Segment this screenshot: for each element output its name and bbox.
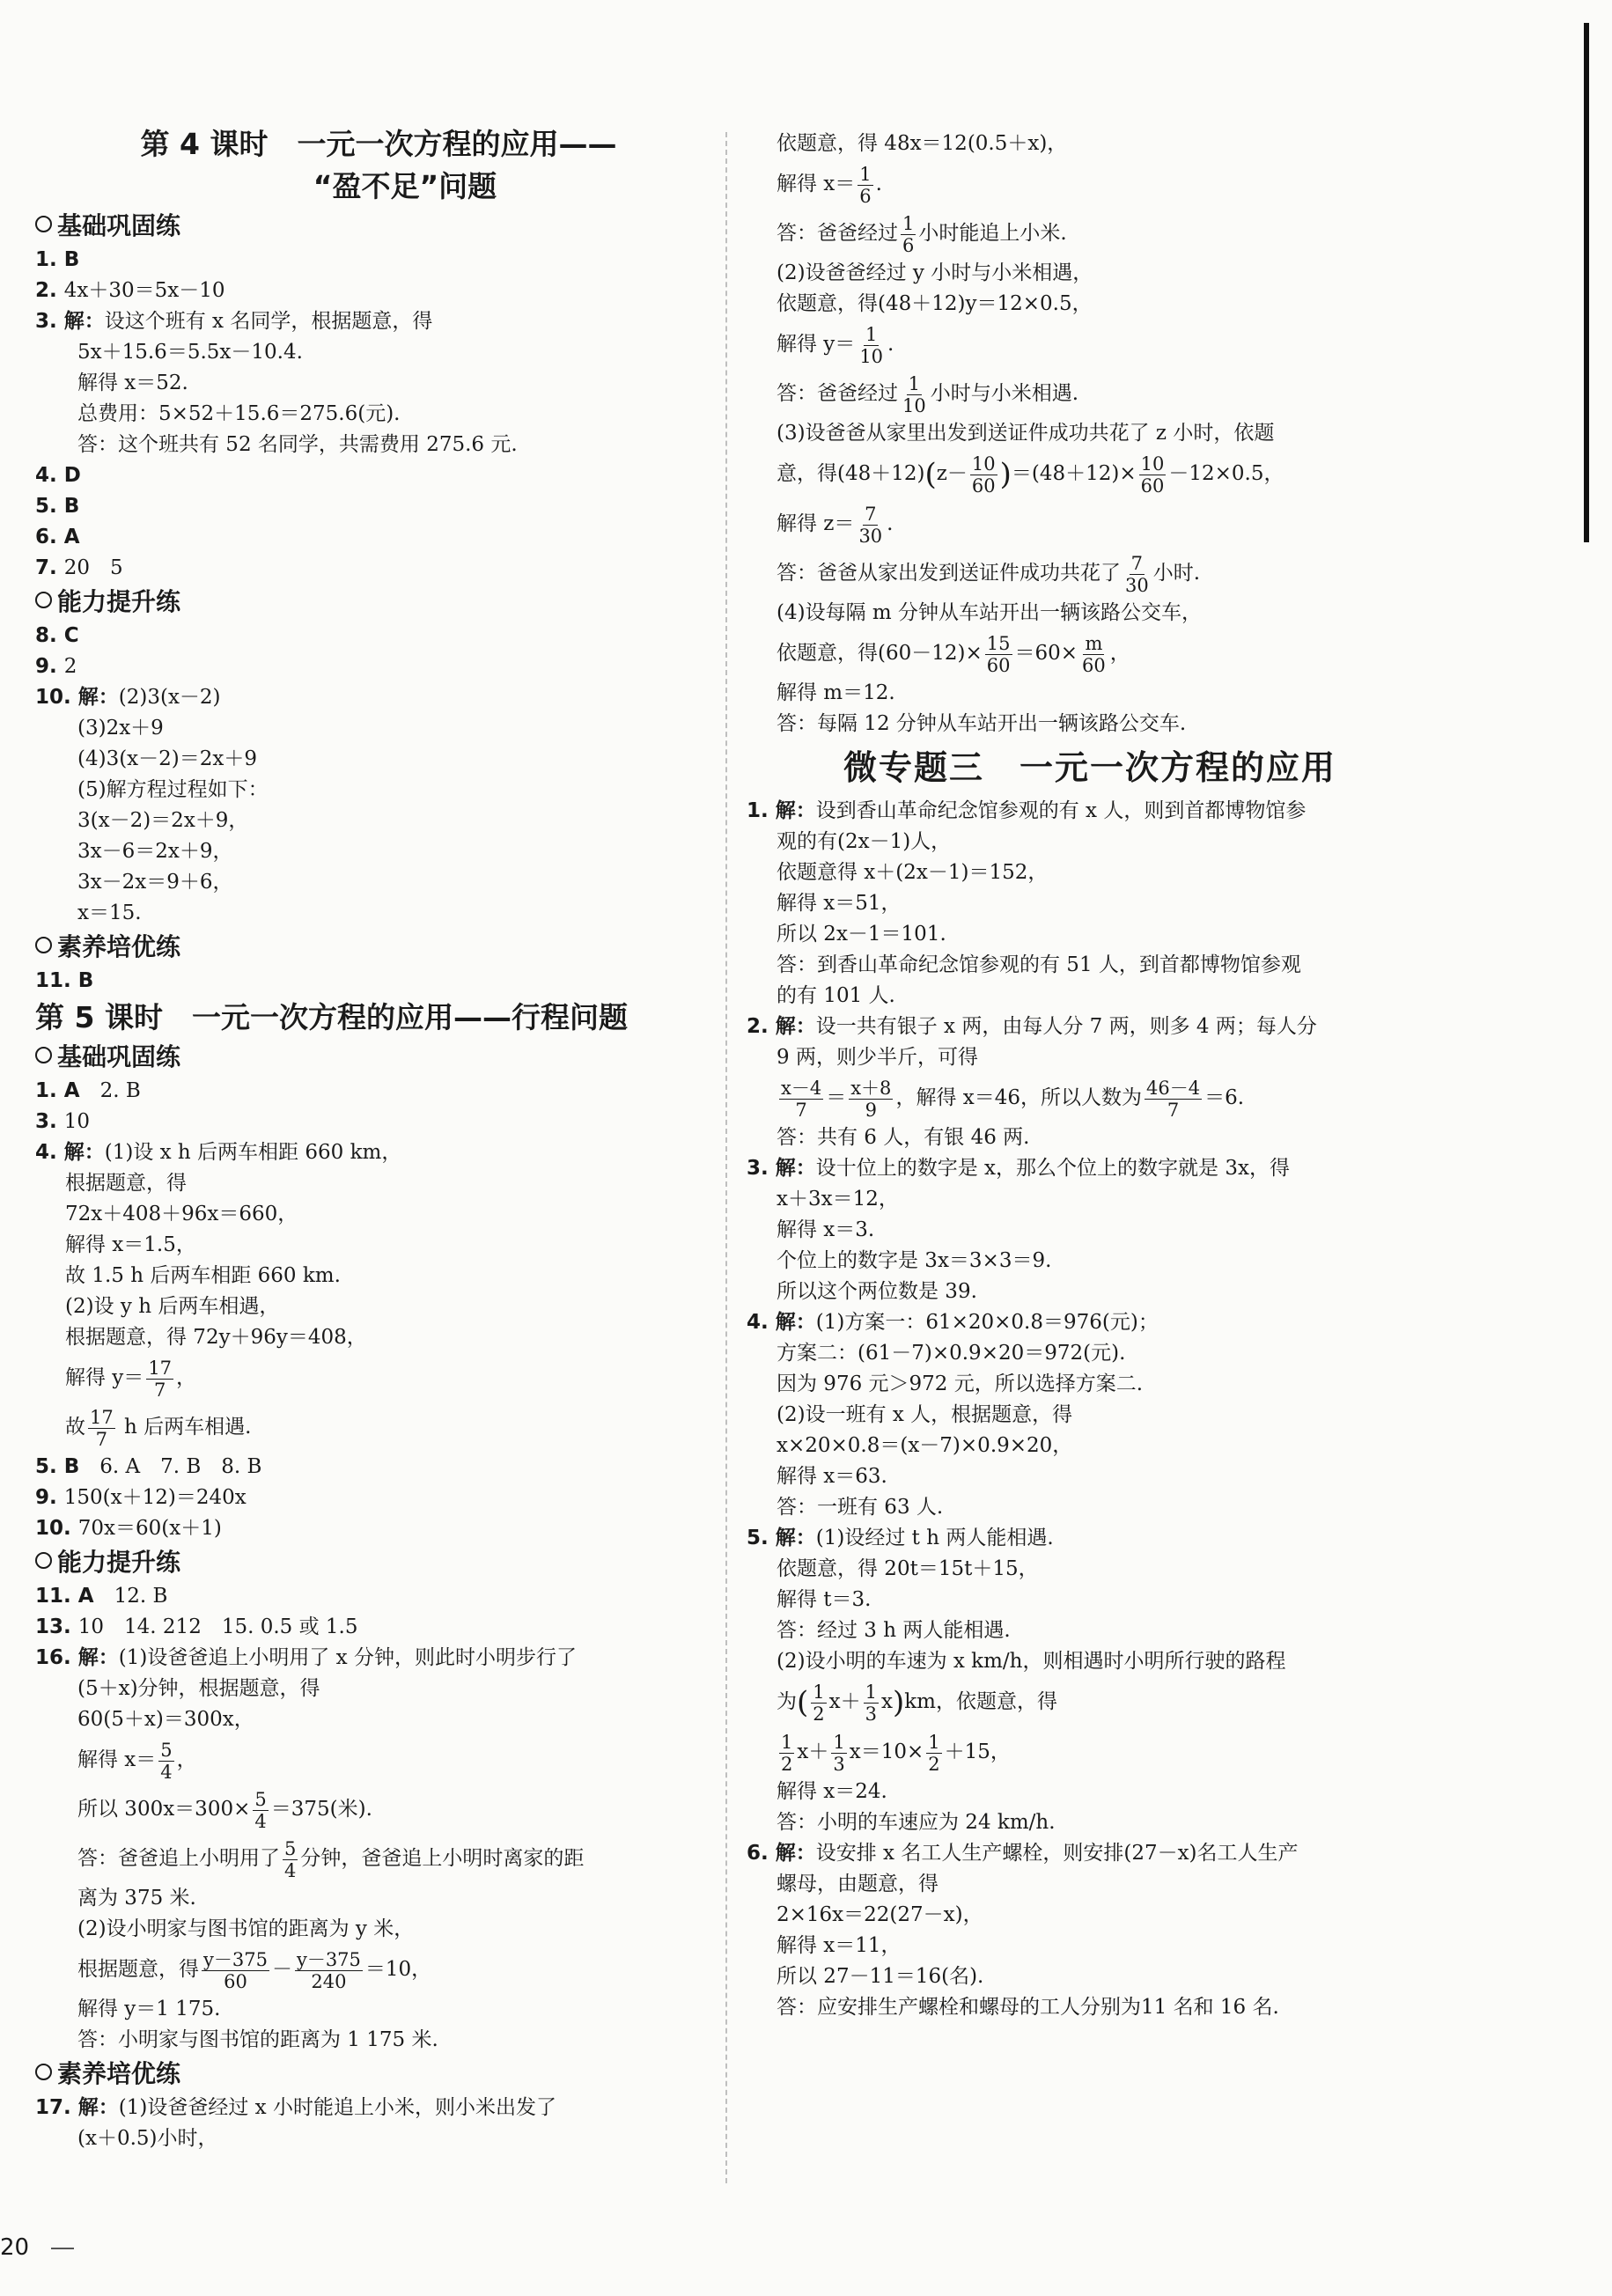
answer-line: 离为 375 米.: [77, 1887, 196, 1910]
page-number: 20: [0, 2234, 30, 2261]
answer-line: 观的有(2x－1)人，: [777, 830, 952, 853]
answer-line: 60(5＋x)＝300x，: [77, 1708, 254, 1731]
lesson5-basic-list: [35, 1076, 722, 1544]
answer-line: 2. 解：设一共有银子 x 两，由每人分 7 两，则多 4 两；每人分: [747, 1015, 1317, 1038]
fraction: $\frac{5}{4}$: [160, 1739, 173, 1783]
section-heading: 基础巩固练: [35, 1039, 722, 1076]
fraction: $\frac{15}{60}$: [986, 632, 1011, 676]
answer-line: 个位上的数字是 3x＝3×3＝9.: [777, 1249, 1052, 1272]
answer-line: 答：小明的车速应为 24 km/h.: [777, 1811, 1056, 1834]
section-heading: 素养培优练: [35, 929, 722, 966]
answer-line: 8. C: [35, 624, 79, 647]
section-heading: 能力提升练: [35, 1544, 722, 1581]
fraction-line: $\frac{x-4}{7}$ ＝ $\frac{x+8}{9}$ ，解得 x＝46，所以人数为 $\frac{46-4}{7}$ ＝6.: [781, 1077, 1245, 1121]
answer-line: x×20×0.8＝(x－7)×0.9×20，: [777, 1434, 1073, 1457]
answer-line: 答：共有 6 人，有银 46 两.: [777, 1126, 1030, 1149]
page-edge-bar: [1584, 23, 1589, 542]
answer-line: 依题意得 x＋(2x－1)＝152，: [777, 861, 1049, 884]
fraction-line: 解得 x＝ $\frac{1}{6}$ .: [777, 163, 882, 207]
fraction: $\frac{10}{60}$: [971, 453, 996, 497]
fraction: $\frac{7}{30}$: [858, 503, 883, 547]
answer-line: 17. 解：(1)设爸爸经过 x 小时能追上小米，则小米出发了: [35, 2096, 556, 2119]
answer-line: 3(x－2)＝2x＋9，: [77, 809, 249, 832]
answer-line: 3. 解：设这个班有 x 名同学，根据题意，得: [35, 310, 433, 333]
answer-line: 答：一班有 63 人.: [777, 1496, 944, 1519]
answer-line: 解得 x＝11，: [777, 1934, 902, 1957]
fraction: $\frac{1}{3}$: [865, 1681, 877, 1725]
answer-line: 7. 20 5: [35, 556, 123, 579]
answer-line: 1. 解：设到香山革命纪念馆参观的有 x 人，则到首都博物馆参: [747, 799, 1307, 822]
section-marker-icon: [35, 2064, 52, 2080]
answer-line: (2)设小明家与图书馆的距离为 y 米，: [77, 1917, 415, 1940]
answer-line: 3. 解：设十位上的数字是 x，那么个位上的数字就是 3x，得: [747, 1157, 1290, 1180]
answer-line: 总费用：5×52＋15.6＝275.6(元).: [77, 402, 401, 425]
answer-line: 5x＋15.6＝5.5x－10.4.: [77, 341, 303, 364]
page-number-dash: [51, 2248, 74, 2249]
answer-line: 11. B: [35, 969, 94, 992]
fraction-line: 答：爸爸经过 $\frac{1}{10}$ 小时与小米相遇.: [777, 372, 1079, 416]
right-column: [747, 129, 1433, 2023]
fraction: $\frac{1}{10}$: [902, 372, 926, 416]
fraction-line: 答：爸爸追上小明用了 $\frac{5}{4}$ 分钟，爸爸追上小明时离家的距: [77, 1837, 585, 1881]
fraction-line: 故 $\frac{17}{7}$ h 后两车相遇.: [65, 1406, 252, 1450]
fraction-line: 答：爸爸经过 $\frac{1}{6}$ 小时能追上小米.: [777, 212, 1067, 256]
answer-line: 2×16x＝22(27－x)，: [777, 1903, 983, 1926]
answer-line: 2. 4x＋30＝5x－10: [35, 279, 225, 302]
section-heading: 素养培优练: [35, 2056, 722, 2093]
answer-line: 解得 y＝1 175.: [77, 1998, 221, 2020]
section-marker-icon: [35, 1552, 52, 1569]
answer-line: (2)设 y h 后两车相遇，: [65, 1295, 280, 1318]
lesson4-basic-list: [35, 245, 722, 584]
fraction-line: 根据题意，得 $\frac{y-375}{60}$ － $\frac{y-375}{240}$ ＝10，: [77, 1948, 432, 1992]
fraction: $\frac{7}{30}$: [1125, 552, 1149, 596]
fraction: $\frac{y-375}{240}$: [296, 1948, 361, 1992]
section-heading: 能力提升练: [35, 584, 722, 621]
answer-line: 依题意，得 20t＝15t＋15，: [777, 1557, 1039, 1580]
answer-line: 3x－6＝2x＋9，: [77, 840, 233, 863]
answer-line: 方案二：(61－7)×0.9×20＝972(元).: [777, 1342, 1126, 1365]
answer-line: 9. 2: [35, 655, 77, 678]
fraction: $\frac{5}{4}$: [284, 1837, 297, 1881]
fraction: $\frac{5}{4}$: [254, 1788, 267, 1832]
answer-line: 5. B 6. A 7. B 8. B: [35, 1455, 262, 1478]
answer-line: 72x＋408＋96x＝660，: [65, 1203, 298, 1225]
answer-line: 解得 x＝52.: [77, 372, 188, 394]
lesson4-ability-list: [35, 621, 722, 929]
answer-line: 10. 70x＝60(x＋1): [35, 1517, 222, 1540]
answer-line: 答：小明家与图书馆的距离为 1 175 米.: [77, 2028, 438, 2051]
fraction-line: 答：爸爸从家出发到送证件成功共花了 $\frac{7}{30}$ 小时.: [777, 552, 1201, 596]
answer-line: 1. B: [35, 248, 80, 271]
answer-line: 解得 m＝12.: [777, 681, 895, 704]
fraction-line: 依题意，得(60－12)× $\frac{15}{60}$ ＝60× $\frac{m}{60}$ ，: [777, 632, 1130, 676]
answer-line: 11. A 12. B: [35, 1585, 168, 1608]
fraction: $\frac{y-375}{60}$: [203, 1948, 268, 1992]
fraction: $\frac{10}{60}$: [1140, 453, 1165, 497]
fraction: $\frac{x-4}{7}$: [781, 1077, 822, 1121]
answer-line: 4. 解：(1)设 x h 后两车相距 660 km，: [35, 1141, 402, 1164]
left-column: [35, 123, 722, 2154]
answer-line: (2)设爸爸经过 y 小时与小米相遇，: [777, 261, 1093, 284]
fraction-line: 解得 z＝ $\frac{7}{30}$ .: [777, 503, 894, 547]
fraction: $\frac{1}{10}$: [859, 323, 884, 367]
fraction-line: 解得 y＝ $\frac{17}{7}$ ，: [65, 1357, 197, 1401]
answer-line: 1. A 2. B: [35, 1079, 141, 1102]
answer-line: 4. D: [35, 464, 81, 487]
fraction: $\frac{1}{6}$: [859, 163, 872, 207]
answer-line: 3. 10: [35, 1110, 91, 1133]
answer-line: 答：到香山革命纪念馆参观的有 51 人，到首都博物馆参观: [777, 953, 1301, 976]
answer-line: (5)解方程过程如下：: [77, 778, 269, 801]
answer-line: 解得 x＝63.: [777, 1465, 887, 1488]
topic-list: [747, 796, 1433, 2023]
fraction-line: 解得 x＝ $\frac{5}{4}$ ，: [77, 1739, 197, 1783]
fraction: $\frac{46-4}{7}$: [1146, 1077, 1201, 1121]
answer-line: 依题意，得(48＋12)y＝12×0.5，: [777, 292, 1093, 315]
answer-line: 6. 解：设安排 x 名工人生产螺栓，则安排(27－x)名工人生产: [747, 1842, 1299, 1865]
answer-line: 4. 解：(1)方案一：61×20×0.8＝976(元)；: [747, 1311, 1159, 1334]
answer-line: 10. 解：(2)3(x－2): [35, 686, 221, 709]
answer-line: 因为 976 元＞972 元，所以选择方案二.: [777, 1372, 1144, 1395]
fraction: $\frac{17}{7}$: [148, 1357, 173, 1401]
answer-line: 解得 x＝3.: [777, 1218, 875, 1241]
answer-line: (3)设爸爸从家里出发到送证件成功共花了 z 小时，依题: [777, 422, 1275, 445]
section-marker-icon: [35, 592, 52, 608]
answer-line: 答：应安排生产螺栓和螺母的工人分别为11 名和 16 名.: [777, 1996, 1279, 2019]
section-marker-icon: [35, 216, 52, 232]
lesson5-title: 第 5 课时 一元一次方程的应用——行程问题: [35, 1000, 628, 1034]
answer-line: 所以 2x－1＝101.: [777, 923, 946, 946]
fraction: $\frac{1}{2}$: [781, 1731, 793, 1775]
lesson5-ability-list: [35, 1581, 722, 2056]
answer-line: 解得 t＝3.: [777, 1588, 872, 1611]
fraction: $\frac{x+8}{9}$: [850, 1077, 892, 1121]
fraction: $\frac{1}{3}$: [833, 1731, 845, 1775]
fraction-line: 意，得(48＋12)(z－ $\frac{10}{60}$ )＝(48＋12)× $\frac{10}{60}$ －12×0.5，: [777, 453, 1284, 497]
topic-title: 微专题三 一元一次方程的应用: [843, 747, 1336, 787]
answer-line: 螺母，由题意，得: [777, 1873, 938, 1895]
fraction-line: 为( $\frac{1}{2}$ x＋ $\frac{1}{3}$ x)km，依题意，得: [777, 1681, 1057, 1725]
lesson4-title-line1: 第 4 课时 一元一次方程的应用——: [140, 127, 617, 161]
column-divider: [725, 132, 727, 2183]
fraction-line: 解得 y＝ $\frac{1}{10}$ .: [777, 323, 894, 367]
answer-line: 根据题意，得 72y＋96y＝408，: [65, 1326, 367, 1349]
section-marker-icon: [35, 937, 52, 953]
fraction: $\frac{m}{60}$: [1082, 632, 1106, 676]
answer-line: 答：每隔 12 分钟从车站开出一辆该路公交车.: [777, 712, 1187, 735]
answer-line: (4)设每隔 m 分钟从车站开出一辆该路公交车，: [777, 601, 1203, 624]
answer-line: (x＋0.5)小时，: [77, 2127, 218, 2150]
answer-line: 故 1.5 h 后两车相距 660 km.: [65, 1264, 341, 1287]
answer-line: 所以这个两位数是 39.: [777, 1280, 977, 1303]
answer-line: 根据题意，得: [65, 1172, 187, 1195]
answer-line: x＝15.: [77, 901, 142, 924]
fraction: $\frac{1}{2}$: [813, 1681, 825, 1725]
answer-line: (4)3(x－2)＝2x＋9: [77, 747, 258, 770]
answer-line: 13. 10 14. 212 15. 0.5 或 1.5: [35, 1615, 358, 1638]
fraction: $\frac{1}{6}$: [902, 212, 915, 256]
answer-line: (2)设一班有 x 人，根据题意，得: [777, 1403, 1073, 1426]
answer-line: 依题意，得 48x＝12(0.5＋x)，: [777, 132, 1068, 155]
answer-line: 解得 x＝1.5，: [65, 1233, 196, 1256]
answer-line: 答：这个班共有 52 名同学，共需费用 275.6 元.: [77, 433, 518, 456]
answer-line: 9. 150(x＋12)＝240x: [35, 1486, 247, 1509]
lesson4-title-line2: “盈不足”问题: [313, 169, 497, 203]
answer-line: 答：经过 3 h 两人能相遇.: [777, 1619, 1011, 1642]
answer-line: 解得 x＝24.: [777, 1780, 887, 1803]
fraction-line: $\frac{1}{2}$ x＋ $\frac{1}{3}$ x＝10× $\frac{1}{2}$ ＋15，: [781, 1731, 1011, 1775]
answer-line: 5. B: [35, 495, 80, 518]
answer-line: 所以 27－11＝16(名).: [777, 1965, 984, 1988]
fraction-line: 所以 300x＝300× $\frac{5}{4}$ ＝375(米).: [77, 1788, 372, 1832]
section-heading: 基础巩固练: [35, 208, 722, 245]
answer-line: 5. 解：(1)设经过 t h 两人能相遇.: [747, 1527, 1054, 1549]
fraction: $\frac{17}{7}$: [90, 1406, 114, 1450]
section-marker-icon: [35, 1047, 52, 1063]
answer-line: 解得 x＝51，: [777, 892, 902, 915]
answer-line: (5＋x)分钟，根据题意，得: [77, 1677, 320, 1700]
fraction: $\frac{1}{2}$: [928, 1731, 940, 1775]
answer-line: 3x－2x＝9＋6，: [77, 871, 233, 894]
answer-line: (3)2x＋9: [77, 717, 164, 740]
answer-line: 6. A: [35, 526, 80, 548]
answer-line: 9 两，则少半斤，可得: [777, 1046, 978, 1069]
answer-line: x＋3x＝12，: [777, 1188, 899, 1211]
answer-line: 16. 解：(1)设爸爸追上小明用了 x 分钟，则此时小明步行了: [35, 1646, 577, 1669]
answer-line: 的有 101 人.: [777, 984, 895, 1007]
answer-line: (2)设小明的车速为 x km/h，则相遇时小明所行驶的路程: [777, 1650, 1286, 1673]
